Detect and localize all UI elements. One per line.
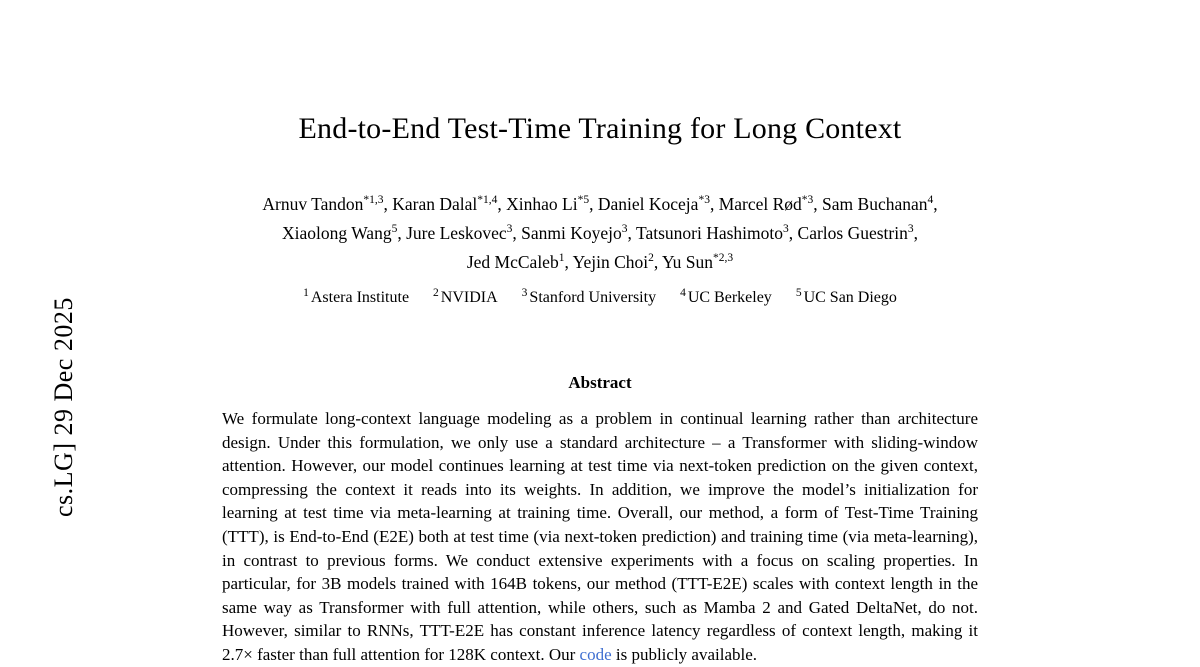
author-separator: , [653,252,662,272]
author-separator: , [913,223,918,243]
affiliation-item [796,285,897,311]
affiliation-list [0,285,1200,311]
author-name: Carlos Guestrin [797,223,908,243]
author-separator: , [397,223,407,243]
affiliation-name: UC Berkeley [687,289,772,306]
author-line [210,219,990,248]
author-name: Xinhao Li [506,194,578,214]
author-affiliation-marker: 3 [907,223,914,236]
author-affiliation-marker: *1,4 [477,194,498,207]
author-name: Marcel Rød [718,194,802,214]
author-separator: , [627,223,636,243]
author-separator: , [589,194,598,214]
affiliation-marker: 2 [433,286,439,299]
abstract-text-before-link: We formulate long-context language modeling as a problem in continual learning rather than architecture design. Under this formulation, we only use a standard architecture – a Transformer with sliding-window attention. However, our model continues learning at test time via next-token prediction on the given context, compressing the context it reads into its weights. In addition, we improve the model’s initialization for learning at test time via meta-learning at training time. Overall, our method, a form of Test-Time Training (TTT), is End-to-End (E2E) both at test time (via next-token prediction) and training time (via meta-learning), in contrast to previous forms. We conduct extensive experiments with a focus on scaling properties. In particular, for 3B models trained with 164B tokens, our method (TTT-E2E) scales with context length in the same way as Transformer with full attention, while others, such as Mamba 2 and Gated DeltaNet, do not. However, similar to RNNs, TTT-E2E has constant inference latency regardless of context length, making it 2.7× faster than full attention for 128K context. Our [222,409,978,664]
arxiv-vertical-stamp: cs.LG] 29 Dec 2025 [49,297,78,517]
author-name: Jed McCaleb [466,252,559,272]
author-separator: , [564,252,573,272]
author-name: Jure Leskovec [406,223,507,243]
affiliation-name: Stanford University [529,289,657,306]
affiliation-item [522,285,656,311]
affiliation-name: NVIDIA [440,289,498,306]
author-line [210,190,990,219]
abstract-heading: Abstract [568,373,632,392]
author-affiliation-marker: *3 [698,194,710,207]
author-list [0,190,1200,277]
author-name: Arnuv Tandon [262,194,364,214]
author-separator: , [933,194,938,214]
author-affiliation-marker: *5 [577,194,590,207]
author-line [210,248,990,277]
author-separator: , [709,194,719,214]
author-name: Tatsunori Hashimoto [635,223,784,243]
author-name: Xiaolong Wang [282,223,392,243]
author-affiliation-marker: *2,3 [713,252,734,265]
author-separator: , [788,223,798,243]
author-affiliation-marker: 5 [391,223,398,236]
page-title: End-to-End Test-Time Training for Long Context [298,112,902,145]
author-name: Daniel Koceja [597,194,699,214]
affiliation-item [303,285,409,311]
author-affiliation-marker: *1,3 [363,194,384,207]
author-affiliation-marker: 4 [927,194,934,207]
author-name: Yejin Choi [572,252,649,272]
author-separator: , [512,223,522,243]
affiliation-marker: 3 [521,286,528,299]
affiliation-name: Astera Institute [310,289,410,306]
code-link[interactable]: code [579,644,612,664]
author-name: Karan Dalal [392,194,478,214]
affiliation-item [680,285,772,311]
author-name: Sanmi Koyejo [521,223,622,243]
abstract-body [222,407,978,667]
author-affiliation-marker: 1 [558,252,565,265]
abstract-text-after-link: is publicly available. [611,644,758,664]
affiliation-marker: 1 [303,286,309,299]
author-separator: , [383,194,393,214]
author-separator: , [813,194,823,214]
author-separator: , [497,194,507,214]
author-affiliation-marker: 3 [506,223,513,236]
author-affiliation-marker: 2 [648,252,654,265]
author-name: Yu Sun [661,252,714,272]
author-name: Sam Buchanan [822,194,928,214]
affiliation-name: UC San Diego [803,289,897,306]
affiliation-item [433,285,498,311]
affiliation-marker: 4 [680,286,686,299]
author-affiliation-marker: *3 [801,194,814,207]
author-affiliation-marker: 3 [621,223,628,236]
author-affiliation-marker: 3 [783,223,789,236]
affiliation-marker: 5 [795,286,802,299]
